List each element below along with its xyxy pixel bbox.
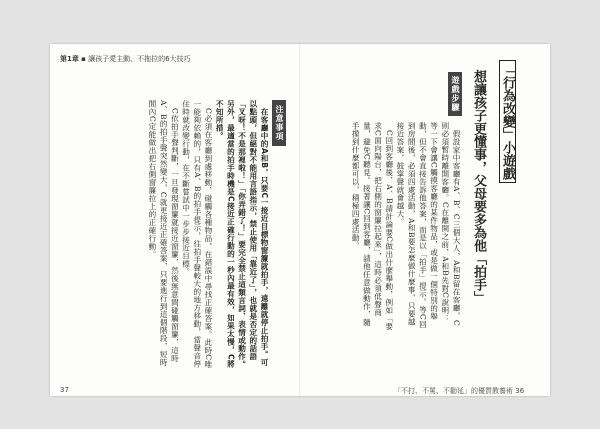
left-page-body bbox=[86, 100, 270, 370]
section-label-game-steps: 遊戲步驟 bbox=[448, 72, 462, 116]
chapter-title: 讓孩子愛主動、不拖拉的6大技巧 bbox=[88, 55, 191, 63]
paragraph: C必須在客廳到處移動，碰觸各種物品，在錯誤中尋找正確答案。此時C唯一能夠依賴的，只有A、B的拍手提示，往拍手聲較大的地方移動，當聲音停住時就改變行動，在不斷嘗試中一步步接近目標。 bbox=[181, 100, 213, 369]
book-title-footer: 「不打、不罵、不勸延」的優質教養術 bbox=[394, 387, 513, 395]
header-separator: ▪ bbox=[81, 55, 86, 63]
section-label-notes: 注意事項 bbox=[272, 100, 286, 146]
running-header bbox=[60, 54, 191, 64]
right-page-body bbox=[328, 122, 462, 330]
book-spread bbox=[50, 44, 550, 396]
paragraph: 在客廳中的A和B，只要C一接近目標物窗簾就拍手，遠離就停止拍手。可以點頭，但絕對不能用言語指示，禁止使用「靠近了」，也就是否定的話語「叉呀！不是那裡啦！」「你弄錯了！」要完全禁止這類言詞、表情或動作。另外，最適當的拍手時機是C接近正確行動的一秒內最有效，如果太慢，C將不知所措。 bbox=[215, 100, 269, 369]
page-number-left: 37 bbox=[60, 386, 69, 394]
page-gutter bbox=[299, 44, 301, 396]
chapter-label: 第1章 bbox=[60, 55, 79, 63]
article-title-line2: 想讓孩子更懂事，父母要多為他「拍手」 bbox=[471, 70, 486, 304]
page-number-right: 36 bbox=[515, 387, 525, 395]
paragraph: C依拍手聲判斷，一旦發現窗簾就接近窗簾，然後無意間碰觸窗簾，這時A、B的拍手聲突然變大，C就更接近正確答案，只要進行到這個階段，短時間內C定能做出把右側窗簾拉上的正確行動。 bbox=[147, 100, 180, 367]
paragraph: 假設家中客廳有A、B、C三個大人，A和B留在客廳，C則必須暫時離開客廳。C在離開之前，A和B先對C說明：等一下會讓C觸摸客廳的某件物品，或是做一個特別的舉動，但不會直接告訴他答案，而是以「拍手」提示。等C回到房間後，必須四處活動，A和B要怎麼做什麼事，只要越接近答案，鼓掌聲就會越大。 bbox=[395, 122, 461, 329]
title-game-name: 「行為改變」小遊戲 bbox=[499, 60, 516, 183]
paragraph: C回到客廳後，A、B請計論要C做出什麼舉動，例如「要求C面向陽台，把右側的窗簾拉起來」，這時必須低聲商量，避免C聽見。接著讓C回到客廳，請他任意做動作，隨手摸到什麼都可以，積極四處活動。 bbox=[351, 122, 394, 330]
article-title-line1 bbox=[493, 60, 517, 218]
footer-right bbox=[394, 386, 524, 396]
